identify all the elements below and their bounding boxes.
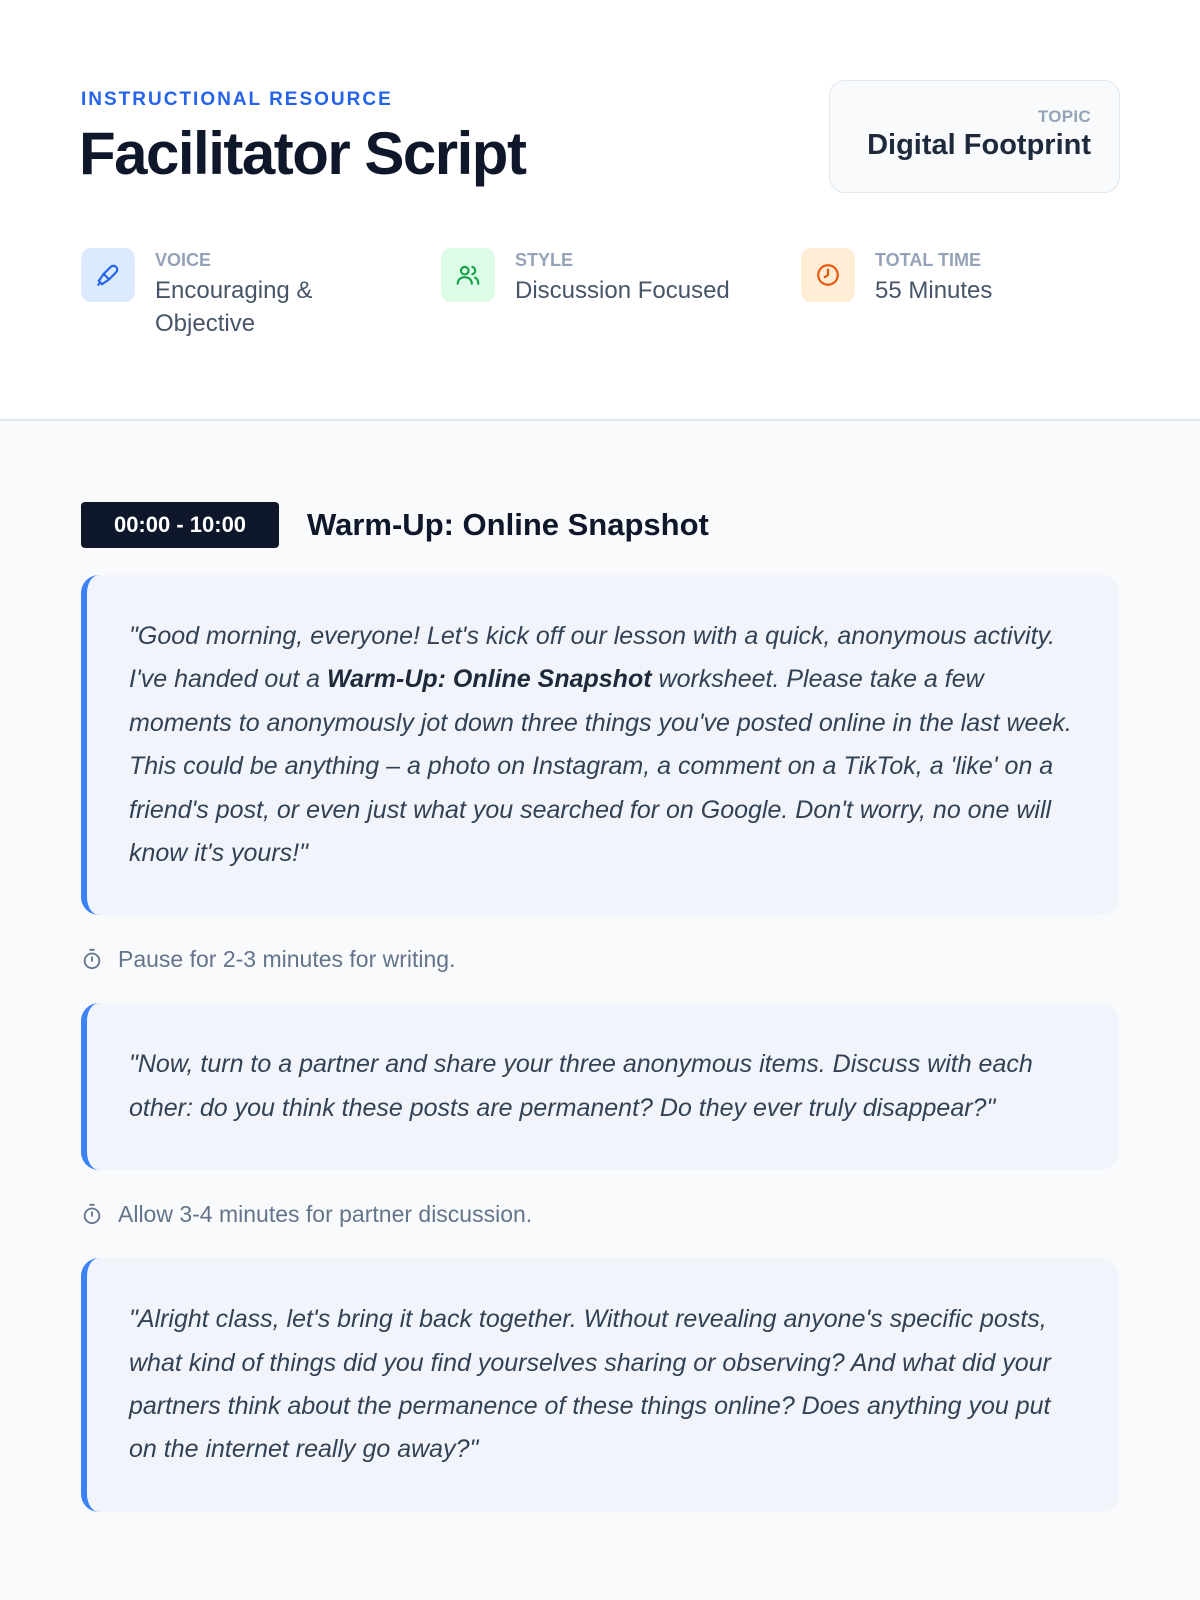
meta-time <box>801 248 992 307</box>
topic-card <box>829 80 1120 193</box>
script-block <box>81 1003 1119 1170</box>
script-section <box>0 421 1200 1512</box>
meta-label-style: STYLE <box>515 250 574 270</box>
facilitator-note <box>81 1170 1119 1258</box>
time-badge: 00:00 - 10:00 <box>81 502 279 548</box>
page-header <box>0 0 1200 421</box>
script-block <box>81 1258 1119 1512</box>
section-header <box>81 502 1119 548</box>
script-text: "Now, turn to a partner and share your three anonymous items. Discuss with each other: do you think these posts are permanent? Do they ever truly disappear?" <box>129 1050 1033 1122</box>
meta-value-time: 55 Minutes <box>875 277 993 304</box>
timer-icon <box>81 1203 103 1225</box>
script-text: worksheet. Please take a few moments to anonymously jot down three things you've posted online in the last week. This could be anything – a photo on Instagram, a comment on a TikTok, a 'like' on a friend's post, or even just what you searched for on Google. Don't worry, no one will know it's yours!" <box>129 665 1072 868</box>
script-block <box>81 575 1119 915</box>
meta-voice <box>81 248 345 340</box>
note-text: Allow 3-4 minutes for partner discussion. <box>118 1200 533 1227</box>
meta-label-voice: VOICE <box>155 250 212 270</box>
facilitator-note <box>81 915 1119 1003</box>
eyebrow-label: INSTRUCTIONAL RESOURCE <box>81 89 393 110</box>
clock-icon <box>801 248 855 302</box>
meta-label-time: TOTAL TIME <box>875 250 981 270</box>
note-text: Pause for 2-3 minutes for writing. <box>118 945 456 972</box>
script-text: "Good morning, everyone! Let's kick off our lesson with a quick, anonymous activity. I've handed out a <box>129 622 1056 694</box>
meta-style <box>441 248 730 307</box>
script-text: "Alright class, let's bring it back together. Without revealing anyone's specific posts, what kind of things did you find yourselves sharing or observing? And what did your partners think about the permanence of these things online? Does anything you put on the internet really go away?" <box>129 1305 1051 1464</box>
topic-label: TOPIC <box>1037 107 1091 126</box>
meta-value-voice: Encouraging & Objective <box>155 277 313 337</box>
users-icon <box>441 248 495 302</box>
section-title: Warm-Up: Online Snapshot <box>307 507 709 542</box>
meta-value-style: Discussion Focused <box>515 277 730 304</box>
page-title: Facilitator Script <box>79 120 526 187</box>
script-bold-text: Warm-Up: Online Snapshot <box>327 665 652 694</box>
topic-value: Digital Footprint <box>867 129 1091 161</box>
timer-icon <box>81 948 103 970</box>
microphone-icon <box>81 248 135 302</box>
